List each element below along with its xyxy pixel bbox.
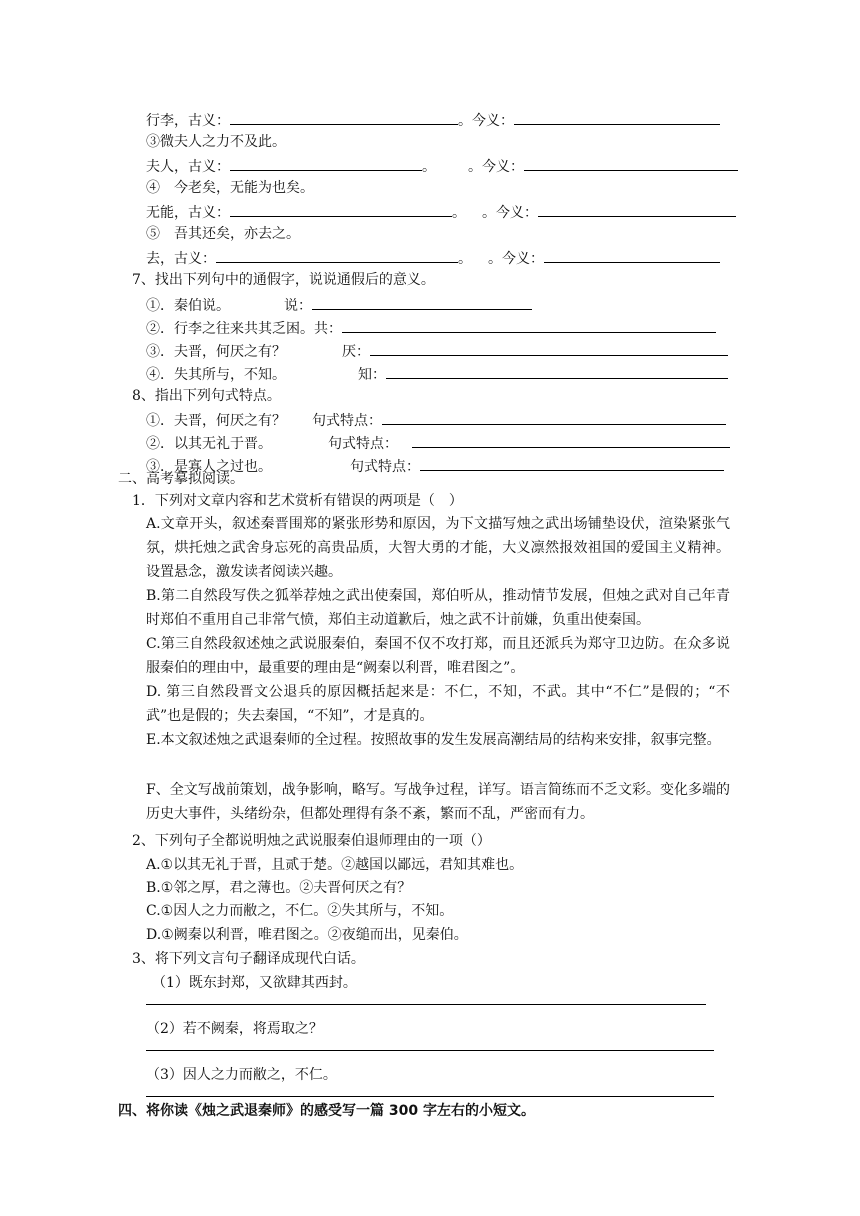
q8-item-2: ②．以其无礼于晋。 句式特点： xyxy=(146,433,730,451)
q6-item-furen: 夫人，古义： 。 。今义： xyxy=(146,156,738,174)
answer-blank-jin[interactable] xyxy=(514,110,720,125)
term-label: 行李 xyxy=(146,113,174,129)
answer-blank-jin[interactable] xyxy=(544,248,720,263)
answer-blank-gu[interactable] xyxy=(230,156,422,171)
mc1-option-e: E.本文叙述烛之武退秦师的全过程。按照故事的发生发展高潮结局的结构来安排，叙事完整。 xyxy=(146,732,721,748)
answer-blank[interactable] xyxy=(420,456,724,471)
q3-sentence-1: （1）既东封郑，又欲肆其西封。 xyxy=(152,975,357,991)
q8-item-3: ③．是寡人之过也。 句式特点： xyxy=(146,456,724,474)
q7-item-1: ①．秦伯说。 说： xyxy=(146,295,532,313)
mc1-option-c: C.第三自然段叙述烛之武说服秦伯，秦国不仅不攻打郑，而且还派兵为郑守卫边防。在众多说服秦伯的理由中，最重要的理由是“阙秦以利晋，唯君图之”。 xyxy=(146,636,730,676)
section-4-heading: 四、将你读《烛之武退秦师》的感受写一篇 300 字左右的小短文。 xyxy=(118,1103,535,1119)
answer-line-3[interactable] xyxy=(146,1096,714,1097)
q3-sentence-3: （3）因人之力而敝之，不仁。 xyxy=(146,1067,337,1083)
q8-heading: 8、指出下列句式特点。 xyxy=(132,388,281,404)
q3-heading: 3、将下列文言句子翻译成现代白话。 xyxy=(132,951,365,967)
answer-blank[interactable] xyxy=(386,364,728,379)
mc2-question: 2、下列句子全都说明烛之武说服秦伯退师理由的一项（） xyxy=(132,833,491,849)
q6-sentence-3: ③微夫人之力不及此。 xyxy=(146,134,286,150)
q6-item-qu: 去，古义： 。 。今义： xyxy=(146,248,720,266)
q7-item-2: ②．行李之往来共其乏困。共： xyxy=(146,318,716,336)
mc2-option-b: B.①邻之厚，君之薄也。②夫晋何厌之有？ xyxy=(146,880,412,896)
answer-line-1[interactable] xyxy=(146,1004,706,1005)
q8-item-1: ①．夫晋，何厌之有？ 句式特点： xyxy=(146,410,726,428)
answer-blank-gu[interactable] xyxy=(230,202,452,217)
q7-item-4: ④．失其所与，不知。 知： xyxy=(146,364,728,382)
mc1-option-d: D. 第三自然段晋文公退兵的原因概括起来是：不仁，不知，不武。其中“不仁”是假的；“不武”也是假的；失去秦国，“不知”，才是真的。 xyxy=(146,684,730,724)
mc1-question: 1．下列对文章内容和艺术赏析有错误的两项是（ ） xyxy=(132,493,463,509)
answer-blank[interactable] xyxy=(370,341,728,356)
q6-sentence-5: ⑤ 吾其还矣，亦去之。 xyxy=(146,226,300,242)
answer-line-2[interactable] xyxy=(146,1050,714,1051)
mc2-option-c: C.①因人之力而敝之，不仁。②失其所与，不知。 xyxy=(146,903,454,919)
q6-item-wuneng: 无能，古义： 。 。今义： xyxy=(146,202,736,220)
q7-item-3: ③．夫晋，何厌之有？ 厌： xyxy=(146,341,728,359)
answer-blank[interactable] xyxy=(382,410,726,425)
section-2-heading: 二、高考摹拟阅读。 xyxy=(118,471,244,487)
mc1-option-b: B.第二自然段写佚之狐举荐烛之武出使秦国，郑伯听从，推动情节发展，但烛之武对自己年青时郑伯不重用自己非常气愤，郑伯主动道歉后，烛之武不计前嫌，负重出使秦国。 xyxy=(146,588,730,628)
mc1-option-a: A.文章开头，叙述秦晋围郑的紧张形势和原因，为下文描写烛之武出场铺垫设伏，渲染紧张气氛，烘托烛之武舍身忘死的高贵品质，大智大勇的才能，大义凛然报效祖国的爱国主义精神。设置悬念，激发读者阅读兴趣。 xyxy=(146,516,730,580)
q7-heading: 7、找出下列句中的通假字，说说通假后的意义。 xyxy=(132,272,435,288)
answer-blank[interactable] xyxy=(412,433,730,448)
mc1-option-f: F、全文写战前策划，战争影响，略写。写战争过程，详写。语言简练而不乏文彩。变化多端的历史大事件，头绪纷杂，但都处理得有条不紊，繁而不乱，严密而有力。 xyxy=(146,782,730,822)
answer-blank-jin[interactable] xyxy=(524,156,738,171)
q6-sentence-4: ④ 今老矣，无能为也矣。 xyxy=(146,180,314,196)
answer-blank[interactable] xyxy=(342,318,716,333)
answer-blank-gu[interactable] xyxy=(216,248,458,263)
answer-blank-jin[interactable] xyxy=(538,202,736,217)
q6-item-xingli: 行李，古义： 。今义： xyxy=(146,110,720,128)
mc2-option-a: A.①以其无礼于晋，且贰于楚。②越国以鄙远，君知其难也。 xyxy=(146,857,524,873)
mc2-option-d: D.①阙秦以利晋，唯君图之。②夜缒而出，见秦伯。 xyxy=(146,927,468,943)
answer-blank-gu[interactable] xyxy=(230,110,458,125)
q3-sentence-2: （2）若不阙秦，将焉取之？ xyxy=(146,1021,323,1037)
answer-blank[interactable] xyxy=(312,295,532,310)
